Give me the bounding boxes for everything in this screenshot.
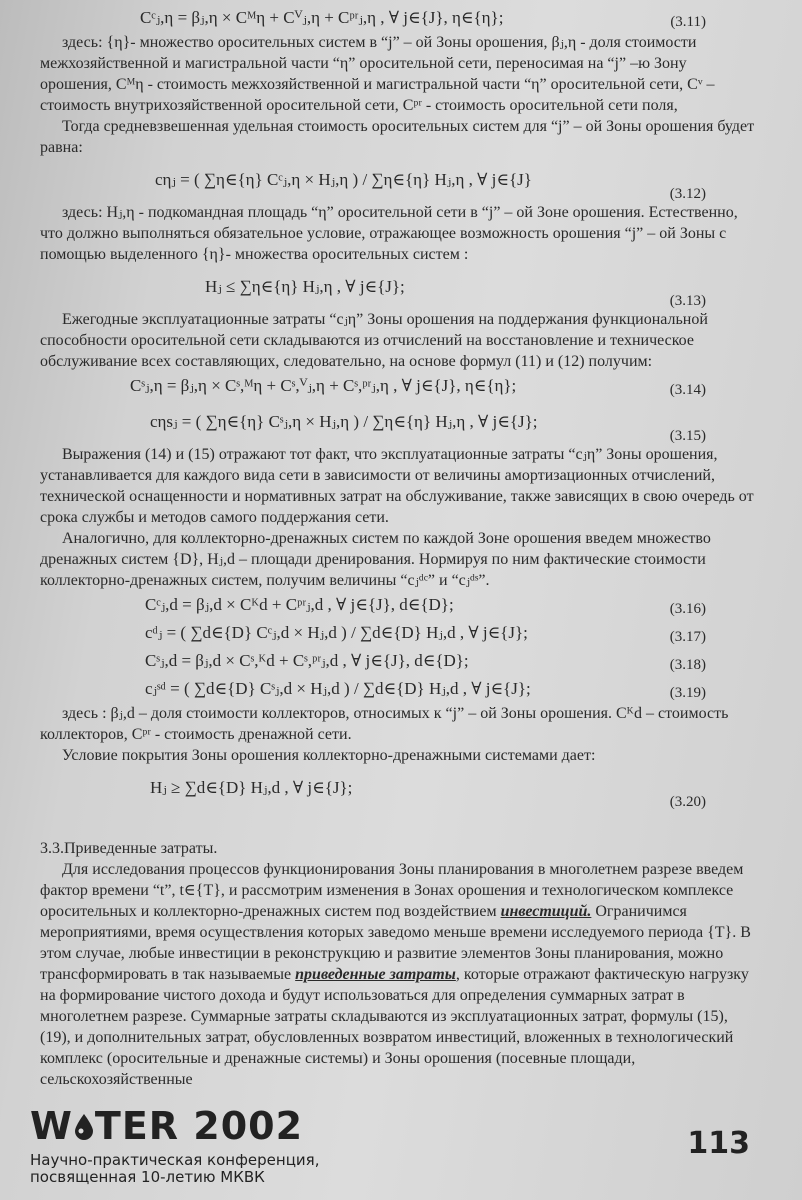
- paragraph: здесь: Hⱼ,η - подкомандная площадь “η” оросительной сети в “j” – ой Зоне орошения. Естественно, что должно выполняться обязательное условие, отражающее возможность орошения “j” – ой Зоны с помощью выделенного {η}- множества оросительных систем :: [40, 204, 738, 263]
- equation-number: (3.19): [669, 685, 706, 701]
- page-footer: [30, 1090, 772, 1200]
- equation-3-18: [40, 647, 762, 675]
- conference-line-2: посвященная 10-летию МКВК: [30, 1168, 265, 1186]
- equation-3-13: [40, 265, 762, 309]
- formula: Cᶜⱼ,d = βⱼ,d × Cᴷd + Cᵖʳⱼ,d , ∀ j∈{J}, d∈{D};: [145, 595, 454, 614]
- formula: cᵈⱼ = ( ∑d∈{D} Cᶜⱼ,d × Hⱼ,d ) / ∑d∈{D} Hⱼ,d , ∀ j∈{J};: [145, 623, 528, 642]
- formula: Hⱼ ≥ ∑d∈{D} Hⱼ,d , ∀ j∈{J};: [150, 778, 353, 797]
- conference-caption: [30, 1152, 319, 1186]
- equation-3-20: [40, 766, 762, 810]
- equation-3-12: [40, 158, 762, 202]
- equation-3-11: [40, 4, 762, 32]
- section-heading: 3.3.Приведенные затраты.: [40, 840, 218, 857]
- formula: Cˢⱼ,d = βⱼ,d × Cˢ,ᴷd + Cˢ,ᵖʳⱼ,d , ∀ j∈{J}, d∈{D};: [145, 651, 469, 670]
- formula: Cᶜⱼ,η = βⱼ,η × Cᴹη + Cⱽⱼ,η + Cᵖʳⱼ,η , ∀ j∈{J}, η∈{η};: [140, 8, 504, 27]
- formula: cηⱼ = ( ∑η∈{η} Cᶜⱼ,η × Hⱼ,η ) / ∑η∈{η} Hⱼ,η , ∀ j∈{J}: [155, 170, 532, 189]
- paragraph: здесь: {η}- множество оросительных систем в “j” – ой Зоны орошения, βⱼ,η - доля стоимости межхозяйственной и магистральной части “η” оросительной сети, переносимая на “j” –ю Зону орошения, Cᴹη - стоимость межхозяйственной и магистральной части “η” оросительной сети, Cᵛ – стоимость внутрихозяйственной оросительной сети, Cᵖʳ - стоимость оросительной сети поля,: [40, 34, 715, 114]
- equation-3-17: [40, 619, 762, 647]
- water-logo: [30, 1104, 303, 1148]
- formula: cⱼˢᵈ = ( ∑d∈{D} Cˢⱼ,d × Hⱼ,d ) / ∑d∈{D} Hⱼ,d , ∀ j∈{J};: [145, 679, 531, 698]
- paragraph: Тогда средневзвешенная удельная стоимость оросительных систем для “j” – ой Зоны орошения будет равна:: [40, 118, 755, 156]
- page-number: 113: [687, 1126, 750, 1161]
- equation-number: (3.13): [669, 293, 706, 309]
- paragraph: [40, 859, 762, 1090]
- formula: Cˢⱼ,η = βⱼ,η × Cˢ,ᴹη + Cˢ,ⱽⱼ,η + Cˢ,ᵖʳⱼ,η , ∀ j∈{J}, η∈{η};: [130, 376, 517, 395]
- paragraph: Выражения (14) и (15) отражают тот факт, что эксплуатационные затраты “cⱼη” Зоны орошения, устанавливается для каждого вида сети в зависимости от величины амортизационных отчислений, технической оснащенности и нормативных затрат на обслуживание, также зависящих в свою очередь от срока службы и методов самого поддержания сети.: [40, 446, 754, 526]
- page-body: [40, 0, 762, 1090]
- equation-3-16: [40, 591, 762, 619]
- emphasis-investments: инвестиций.: [500, 903, 592, 920]
- paragraph: здесь : βⱼ,d – доля стоимости коллекторов, относимых к “j” – ой Зоны орошения. Cᴷd – стоимость коллекторов, Cᵖʳ - стоимость дренажной сети.: [40, 705, 729, 743]
- equation-number: (3.12): [669, 186, 706, 202]
- equation-number: (3.16): [669, 601, 706, 617]
- text-run: , которые отражают фактическую нагрузку на формирование чистого дохода и будут использоваться для определения суммарных затрат в многолетнем разрезе. Суммарные затраты складываются из эксплуатационных затрат, формулы (15), (19), и дополнительных затрат, обусловленных возвратом инвестиций, вложенных в технологический комплекс (оросительные и дренажные системы) и Зоны орошения (посевные площади, сельскохозяйственные: [40, 966, 749, 1088]
- paragraph: Условие покрытия Зоны орошения коллекторно-дренажными системами дает:: [62, 747, 596, 764]
- text-run: Ограничимся мероприятиями, время осуществления которых заведомо меньше времени исследуемого периода {T}. В этом случае, любые инвестиции в реконструкцию и развитие элементов Зоны планирования, можно трансформировать в так называемые: [40, 903, 751, 983]
- equation-number: (3.14): [669, 382, 706, 398]
- equation-3-19: [40, 675, 762, 703]
- logo-text-w: W: [30, 1104, 73, 1148]
- formula: Hⱼ ≤ ∑η∈{η} Hⱼ,η , ∀ j∈{J};: [205, 277, 405, 296]
- paragraph: Аналогично, для коллекторно-дренажных систем по каждой Зоне орошения введем множество дренажных систем {D}, Hⱼ,d – площади дренирования. Нормируя по ним фактические стоимости коллекторно-дренажных систем, получим величины “cⱼᵈᶜ” и “cⱼᵈˢ”.: [40, 530, 711, 589]
- emphasis-reduced-costs: приведенные затраты: [295, 966, 456, 983]
- equation-number: (3.20): [669, 794, 706, 810]
- equation-number: (3.15): [669, 428, 706, 444]
- formula: cηsⱼ = ( ∑η∈{η} Cˢⱼ,η × Hⱼ,η ) / ∑η∈{η} Hⱼ,η , ∀ j∈{J};: [150, 412, 538, 431]
- text-run: Для исследования процессов функционирования Зоны планирования в многолетнем разрезе введем фактор времени “t”, t∈{T}, и рассмотрим изменения в Зонах орошения и технологическом комплексе оросительных и коллекторно-дренажных систем под воздействием: [40, 861, 744, 920]
- water-drop-icon: [73, 1113, 95, 1141]
- equation-number: (3.17): [669, 629, 706, 645]
- equation-number: (3.11): [670, 14, 706, 30]
- conference-line-1: Научно-практическая конференция,: [30, 1151, 320, 1169]
- paragraph: Ежегодные эксплуатационные затраты “cⱼη” Зоны орошения на поддержания функциональной способности оросительной сети складываются из отчислений на восстановление и техническое обслуживание всех составляющих, следовательно, на основе формул (11) и (12) получим:: [40, 311, 708, 370]
- equation-number: (3.18): [669, 657, 706, 673]
- logo-text-rest: TER 2002: [94, 1104, 304, 1148]
- equation-3-14: [40, 372, 762, 400]
- equation-3-15: [40, 400, 762, 444]
